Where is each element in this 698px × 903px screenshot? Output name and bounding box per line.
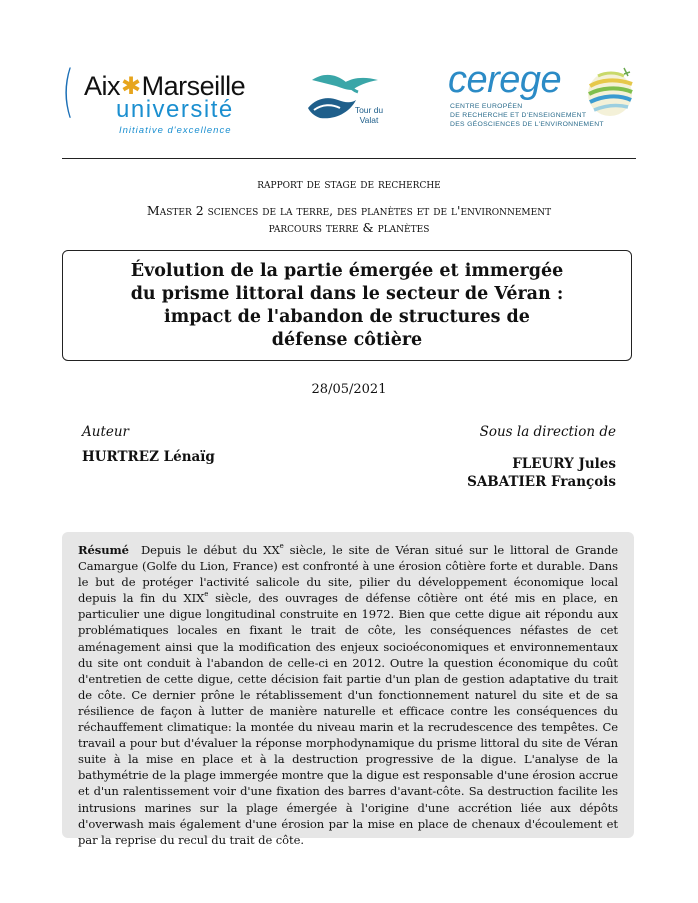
master-line-2: parcours terre & planètes xyxy=(268,220,430,235)
author-label: Auteur xyxy=(82,424,130,440)
title-box xyxy=(62,250,632,361)
globe-icon xyxy=(584,64,636,126)
direction-label: Sous la direction de xyxy=(479,424,616,440)
star-icon: ✱ xyxy=(121,73,141,100)
tour-du-valat-text: Tour du Valat xyxy=(354,105,384,125)
supervisor-name: FLEURY Jules xyxy=(512,456,616,472)
title-line: impact de l'abandon de structures de xyxy=(164,307,530,327)
amu-logo-universite: université xyxy=(116,96,234,123)
title-line: Évolution de la partie émergée et immergée xyxy=(130,261,564,281)
cerege-wordmark: cerege xyxy=(448,59,562,101)
supervisor-name: SABATIER François xyxy=(467,474,616,490)
cerege-subtitle: CENTRE EUROPÉEN DE RECHERCHE ET D'ENSEIGNEMENT DES GÉOSCIENCES DE L'ENVIRONNEMENT xyxy=(450,103,604,128)
report-date: 28/05/2021 xyxy=(311,382,387,397)
title-line: du prisme littoral dans le secteur de Véran : xyxy=(130,284,564,304)
title-line: défense côtière xyxy=(271,330,423,350)
cerege-logo xyxy=(448,59,638,140)
bird-icon xyxy=(306,68,390,138)
master-program xyxy=(0,202,698,236)
header-rule xyxy=(62,158,636,159)
abstract-heading: Résumé xyxy=(78,543,129,557)
amu-parenthesis-icon: ( xyxy=(62,59,75,124)
report-title xyxy=(63,260,631,352)
author-name: HURTREZ Lénaïg xyxy=(82,449,215,465)
tour-du-valat-logo xyxy=(306,68,390,138)
amu-logo-tagline: Initiative d'excellence xyxy=(119,125,232,136)
abstract-text: Résumé Depuis le début du XXe siècle, le site de Véran situé sur le littoral de Grande Camargue (Golfe du Lion, France) est confronté à une érosion côtière forte et durable. Dans le but de protéger l'activité salicole du site, pilier du développement économique local depuis la fin du XIXe siècle, des ouvrages de défense côtière ont été mis en place, en particulier une digue longitudinal construite en 1972. Bien que cette digue ait répondu aux problématiques locales en fixant le trait de côte, les conséquences néfastes de cet aménagement ainsi que la modification des enjeux socioéconomiques et environnementaux du site ont conduit à l'abandon de celle-ci en 2012. Outre la question économique du coût d'entretien de cette digue, cette décision fait partie d'un plan de gestion adaptative du trait de côte. Ce dernier prône le rétablissement d'un fonctionnement naturel du site et de sa résilience de façon à lutter de manière naturelle et efficace contre les conséquences du réchauffement climatique: la montée du niveau marin et la recrudescence des tempêtes. Ce travail a pour but d'évaluer la réponse morphodynamique du prisme littoral du site de Véran suite à la mise en place et à la destruction progressive de la digue. L'analyse de la bathymétrie de la plage immergée montre que la digue est responsable d'une érosion accrue et d'un ralentissement voir d'une fixation des barres d'avant-côte. Sa destruction facilite les intrusions marines sur la plage émergée à l'origine d'une accrétion liée aux dépôts d'overwash mais également d'une érosion par la mise en place de chenaux d'écoulement et par la reprise du recul du trait de côte. xyxy=(78,542,619,847)
amu-logo-name: Aix✱Marseille xyxy=(84,71,246,101)
amu-logo xyxy=(62,59,262,136)
report-type: rapport de stage de recherche xyxy=(257,176,441,191)
abstract-box xyxy=(62,532,634,847)
master-line-1: Master 2 sciences de la terre, des planètes et de l'environnement xyxy=(146,203,552,218)
